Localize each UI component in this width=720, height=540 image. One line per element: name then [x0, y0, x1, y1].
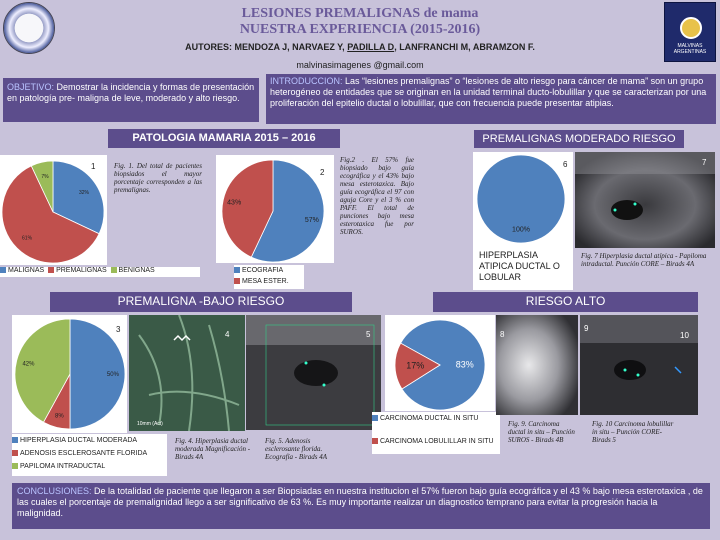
fig1-caption: Fig. 1. Del total de pacientes biopsiados el mayor porcentaje corresponden a las premalignas.	[114, 162, 202, 194]
fig2-caption: Fig.2 . El 57% fue biopsiado bajo guía ecográfica y el 43% bajo mesa esterotaxica. Bajo guía ecográfica el 97 con aguja Core y el 3 % con PAFF. El total de punciones bajo mesa esterotaxica fue por SUROS.	[340, 156, 414, 236]
legend-ductal-in-situ: CARCINOMA DUCTAL IN SITU	[380, 415, 479, 422]
legend-adenosis: ADENOSIS ESCLEROSANTE FLORIDA	[20, 450, 148, 457]
legend-mesa-ester: MESA ESTER.	[242, 278, 289, 285]
authors-suffix: , LANFRANCHI M, ABRAMZON F.	[394, 42, 535, 52]
legend-hiperplasia: HIPERPLASIA DUCTAL MODERADA	[20, 437, 138, 444]
legend-malignas: MALIGNAS	[8, 267, 45, 274]
fig9-caption: Fig. 9. Carcinoma ductal in situ – Punción SUROS - Birads 4B	[508, 420, 575, 444]
fig6-label-0: 100%	[512, 226, 530, 234]
fig7-ultrasound-image	[575, 152, 715, 248]
fig9-mammography-image	[496, 315, 578, 415]
fig1-label-0: 32%	[78, 189, 90, 196]
fig4-caption: Fig. 4. Hiperplasia ductal moderada Magnificación -Birads 4A	[175, 437, 251, 461]
section-bajo: PREMALIGNA -BAJO RIESGO	[50, 292, 352, 312]
conclusiones-text: De la totalidad de paciente que llegaron a ser Biopsiadas en nuestra institucion el 57% fueron bajo guía ecográfica y el 43 % bajo mesa esterotaxica , de las cuales el porcentaje de premalignidad llego a ser significativo de 63 %. Es muy importante realizar un diagnostico temprano para evitar la progresión hacia la malignidad.	[17, 486, 703, 518]
legend-swatch	[111, 267, 117, 273]
objetivo-box	[3, 78, 259, 122]
fig4-number: 4	[225, 330, 230, 339]
fig5-ultrasound-graphic	[246, 315, 381, 430]
fig4-scale-label: 10mm (Act)	[137, 421, 163, 427]
authors	[0, 42, 720, 52]
fig2-label-1: 43%	[227, 199, 242, 207]
fig1-pie-chart	[0, 155, 107, 265]
section-alto: RIESGO ALTO	[433, 292, 698, 312]
fig6-number: 6	[563, 160, 568, 169]
fig8-label-0: 83%	[455, 359, 474, 370]
title-line-2: NUESTRA EXPERIENCIA (2015-2016)	[239, 22, 481, 37]
authors-prefix: AUTORES: MENDOZA J, NARVAEZ Y,	[185, 42, 348, 52]
conclusiones-box	[12, 483, 710, 529]
fig8-label-1: 17%	[406, 360, 425, 371]
fig7-caption: Fig. 7 Hiperplasia ductal atípica - Papiloma intraductal. Punción CORE – Birads 4A	[581, 252, 707, 268]
fig3-legend	[12, 434, 167, 476]
legend-swatch	[12, 463, 18, 469]
objetivo-text: Demostrar la incidencia y formas de presentación en patología pre- maligna de leve, moderado y alto riesgo.	[7, 82, 255, 103]
fig6-chart-panel	[473, 152, 573, 290]
section-patologia: PATOLOGIA MAMARIA 2015 – 2016	[108, 129, 340, 148]
fig9-number: 9	[584, 324, 589, 333]
fig9-mammo-graphic	[496, 315, 578, 415]
fig3-label-0: 50%	[106, 372, 119, 378]
fig10-ultrasound-graphic	[580, 315, 698, 415]
fig2-label-0: 57%	[304, 217, 319, 225]
introduccion-text: Las “lesiones premalignas” o “lesiones de alto riesgo para cáncer de mama” son un grupo heterogéneo de entidades que se originan en la unidad terminal ducto-lobulillar y que se caracterizan por una proliferación del epitelio ductal o lobulillar, que con frecuencia puede presentar atipias.	[270, 76, 707, 108]
objetivo-label: OBJETIVO:	[7, 82, 55, 92]
legend-ecografia: ECOGRAFIA	[242, 267, 284, 274]
fig6-label: HIPERPLASIA ATIPICA DUCTAL O LOBULAR	[479, 250, 560, 282]
fig8-number: 8	[500, 330, 505, 339]
fig5-number: 5	[366, 330, 371, 339]
legend-lobulillar-in-situ: CARCINOMA LOBULILLAR IN SITU	[380, 438, 494, 445]
legend-premalignas: PREMALIGNAS	[56, 267, 107, 274]
fig1-chart-panel	[0, 155, 107, 265]
contact-email: malvinasimagenes @gmail.com	[296, 60, 424, 70]
legend-papiloma: PAPILOMA INTRADUCTAL	[20, 463, 106, 470]
fig2-legend	[234, 265, 304, 289]
title-line-1: LESIONES PREMALIGNAS de mama	[241, 6, 479, 21]
legend-swatch	[0, 267, 6, 273]
fig2-number: 2	[320, 168, 325, 177]
fig2-chart-panel	[216, 155, 334, 263]
legend-swatch	[12, 437, 18, 443]
legend-swatch	[48, 267, 54, 273]
fig7-number: 7	[702, 158, 707, 167]
fig10-caption: Fig. 10 Carcinoma lobulillar in situ – Punción CORE- Birads 5	[592, 420, 674, 444]
fig2-pie-chart	[216, 155, 334, 263]
logo-text: MALVINAS ARGENTINAS	[673, 43, 707, 55]
introduccion-box	[266, 74, 716, 124]
fig7-ultrasound-graphic	[575, 152, 715, 248]
fig3-number: 3	[116, 325, 121, 334]
fig8-legend	[372, 412, 500, 454]
fig1-label-1: 61%	[22, 235, 33, 242]
fig6-pie-chart	[473, 152, 573, 247]
fig1-label-2: 7%	[41, 173, 49, 180]
fig3-label-2: 42%	[22, 361, 35, 368]
fig3-label-1: 8%	[54, 413, 64, 420]
fig1-number: 1	[91, 162, 96, 171]
presenting-author: PADILLA D	[347, 42, 395, 52]
fig1-legend	[0, 267, 200, 277]
fig8-pie-chart	[385, 315, 495, 411]
fig10-number: 10	[680, 331, 689, 340]
fig3-pie-chart	[12, 315, 127, 433]
fig3-chart-panel	[12, 315, 127, 433]
poster-title	[0, 6, 720, 38]
fig5-caption: Fig. 5. Adenosis esclerosante florida. Ecografía - Birads 4A	[265, 437, 328, 461]
fig8-chart-panel	[385, 315, 495, 411]
introduccion-label: INTRODUCCION:	[270, 76, 343, 86]
legend-swatch	[234, 267, 240, 273]
legend-benignas: BENIGNAS	[118, 267, 155, 274]
fig5-ultrasound-image	[246, 315, 381, 430]
legend-swatch	[12, 450, 18, 456]
fig10-ultrasound-image	[580, 315, 698, 415]
section-moderado: PREMALIGNAS MODERADO RIESGO	[474, 130, 684, 148]
conclusiones-label: CONCLUSIONES:	[17, 486, 92, 496]
legend-swatch	[234, 278, 240, 284]
legend-swatch	[372, 415, 378, 421]
legend-swatch	[372, 438, 378, 444]
